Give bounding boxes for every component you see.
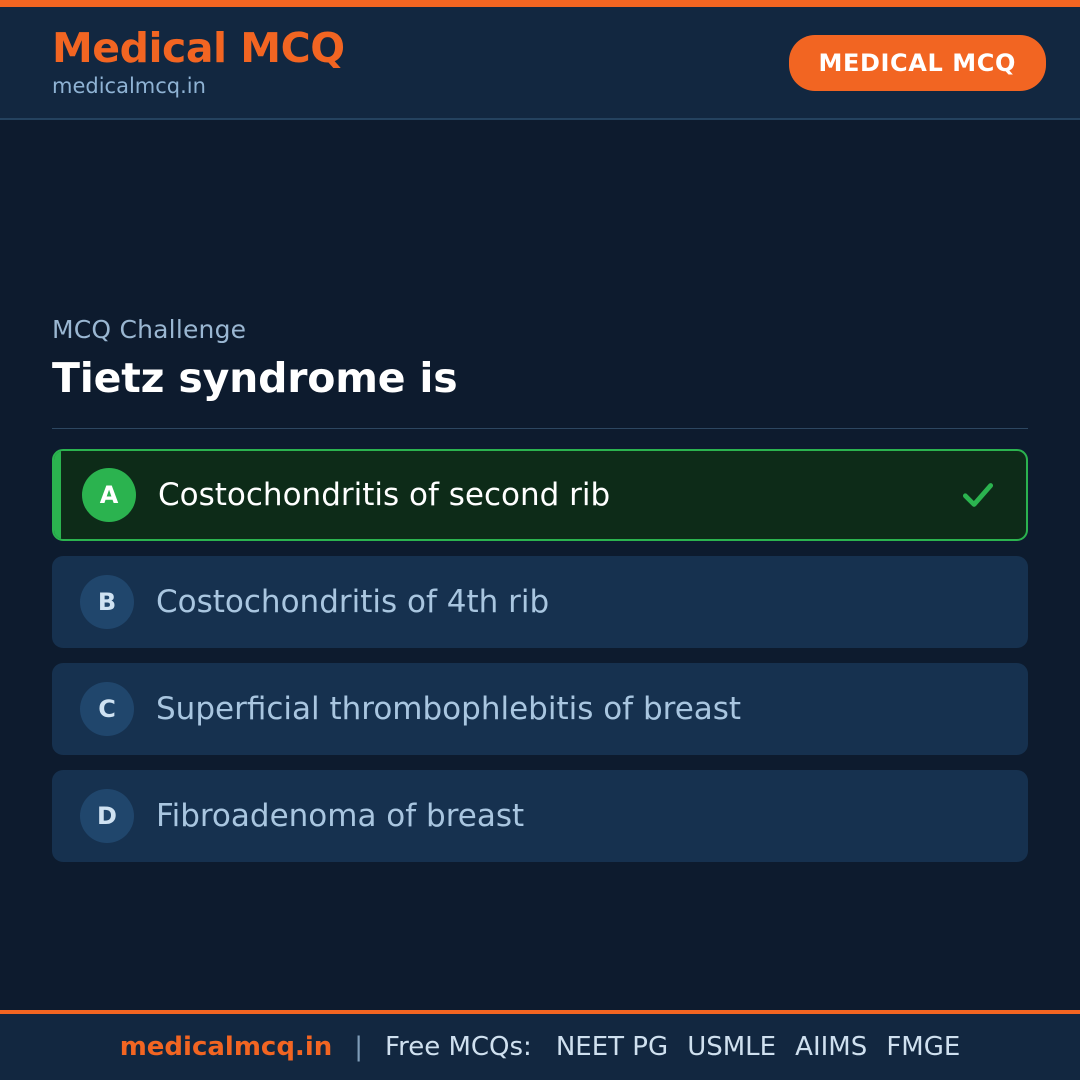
brand-subtitle: medicalmcq.in (52, 73, 206, 98)
option-label: Costochondritis of 4th rib (156, 583, 550, 620)
option-letter-badge: D (80, 789, 134, 843)
option-d[interactable] (52, 770, 1028, 862)
option-a[interactable] (52, 449, 1028, 541)
footer-exam-list (542, 1032, 960, 1062)
option-c[interactable] (52, 663, 1028, 755)
options-list (52, 449, 1028, 862)
footer-exam-aiims: AIIMS (795, 1032, 868, 1062)
brand-title: Medical MCQ (52, 23, 345, 72)
main-content (0, 120, 1080, 1010)
header (0, 7, 1080, 120)
question-block (52, 315, 1028, 862)
option-letter-badge: B (80, 575, 134, 629)
option-label: Fibroadenoma of breast (156, 797, 525, 834)
header-badge: MEDICAL MCQ (789, 35, 1046, 91)
option-letter-badge: A (82, 468, 136, 522)
footer-site-link[interactable]: medicalmcq.in (119, 1032, 333, 1062)
option-label: Superficial thrombophlebitis of breast (156, 690, 742, 727)
page-title: Tietz syndrome is (52, 354, 458, 402)
footer-exam-neetpg: NEET PG (555, 1032, 669, 1062)
option-letter-badge: C (80, 682, 134, 736)
footer-label: Free MCQs: (385, 1032, 532, 1062)
option-label: Costochondritis of second rib (158, 476, 611, 513)
divider (52, 428, 1028, 429)
footer-exam-fmge: FMGE (886, 1032, 961, 1062)
footer-separator: | (354, 1032, 364, 1062)
top-accent-bar (0, 0, 1080, 7)
check-icon (958, 475, 998, 515)
footer-exam-usmle: USMLE (687, 1032, 777, 1062)
brand-block (52, 23, 345, 98)
option-b[interactable] (52, 556, 1028, 648)
footer (0, 1010, 1080, 1080)
challenge-kicker: MCQ Challenge (52, 315, 247, 344)
